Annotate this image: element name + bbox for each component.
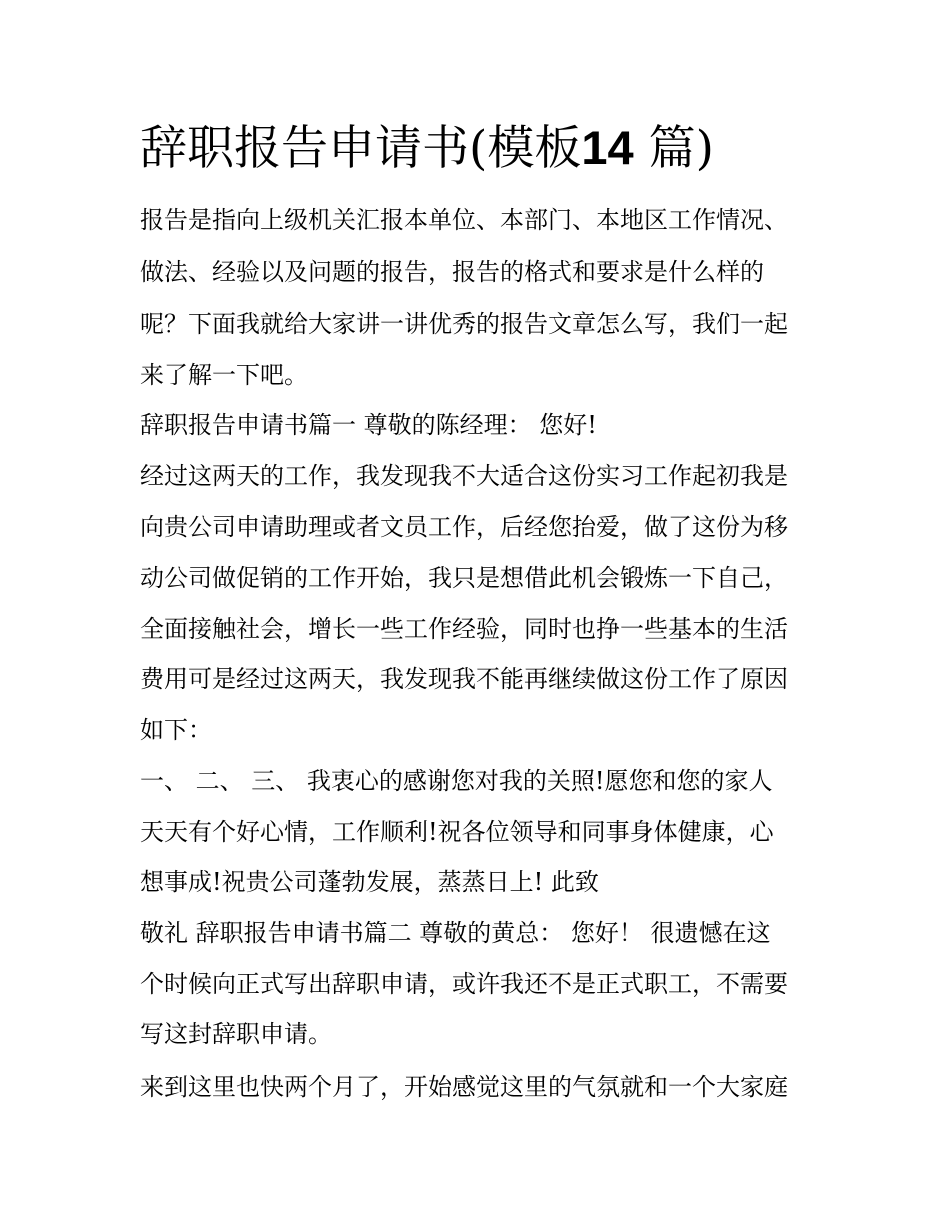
body-line: 做法、经验以及问题的报告，报告的格式和要求是什么样的 (140, 258, 764, 286)
title-prefix: 辞职报告申请书(模板 (140, 121, 582, 176)
body-line: 报告是指向上级机关汇报本单位、本部门、本地区工作情况、 (140, 206, 788, 234)
body-line: 全面接触社会，增长一些工作经验，同时也挣一些基本的生活 (140, 615, 788, 643)
body-line: 个时候向正式写出辞职申请，或许我还不是正式职工，不需要 (140, 970, 788, 998)
body-line: 来到这里也快两个月了，开始感觉这里的气氛就和一个大家庭 (140, 1073, 788, 1101)
body-line: 天天有个好心情，工作顺利!祝各位领导和同事身体健康，心 (140, 818, 774, 846)
title-suffix: 篇) (648, 121, 714, 176)
body-line: 敬礼 辞职报告申请书篇二 尊敬的黄总： 您好！ 很遗憾在这 (140, 919, 771, 947)
title-number: 14 (581, 121, 634, 174)
body-line: 呢？下面我就给大家讲一讲优秀的报告文章怎么写，我们一起 (140, 310, 788, 338)
body-line: 费用可是经过这两天，我发现我不能再继续做这份工作了原因 (140, 665, 788, 693)
body-line: 动公司做促销的工作开始，我只是想借此机会锻炼一下自己， (140, 564, 788, 592)
body-line: 来了解一下吧。 (140, 361, 308, 389)
body-line: 如下： (140, 716, 212, 744)
body-line: 想事成!祝贵公司蓬勃发展，蒸蒸日上! 此致 (140, 868, 599, 896)
body-line: 向贵公司申请助理或者文员工作，后经您抬爱，做了这份为移 (140, 513, 788, 541)
body-line: 经过这两天的工作，我发现我不大适合这份实习工作起初我是 (140, 462, 788, 490)
body-line: 辞职报告申请书篇一 尊敬的陈经理： 您好! (140, 411, 597, 439)
document-title (140, 116, 714, 181)
body-line: 写这封辞职申请。 (140, 1020, 332, 1048)
body-line: 一、 二、 三、 我衷心的感谢您对我的关照!愿您和您的家人 (140, 767, 773, 795)
